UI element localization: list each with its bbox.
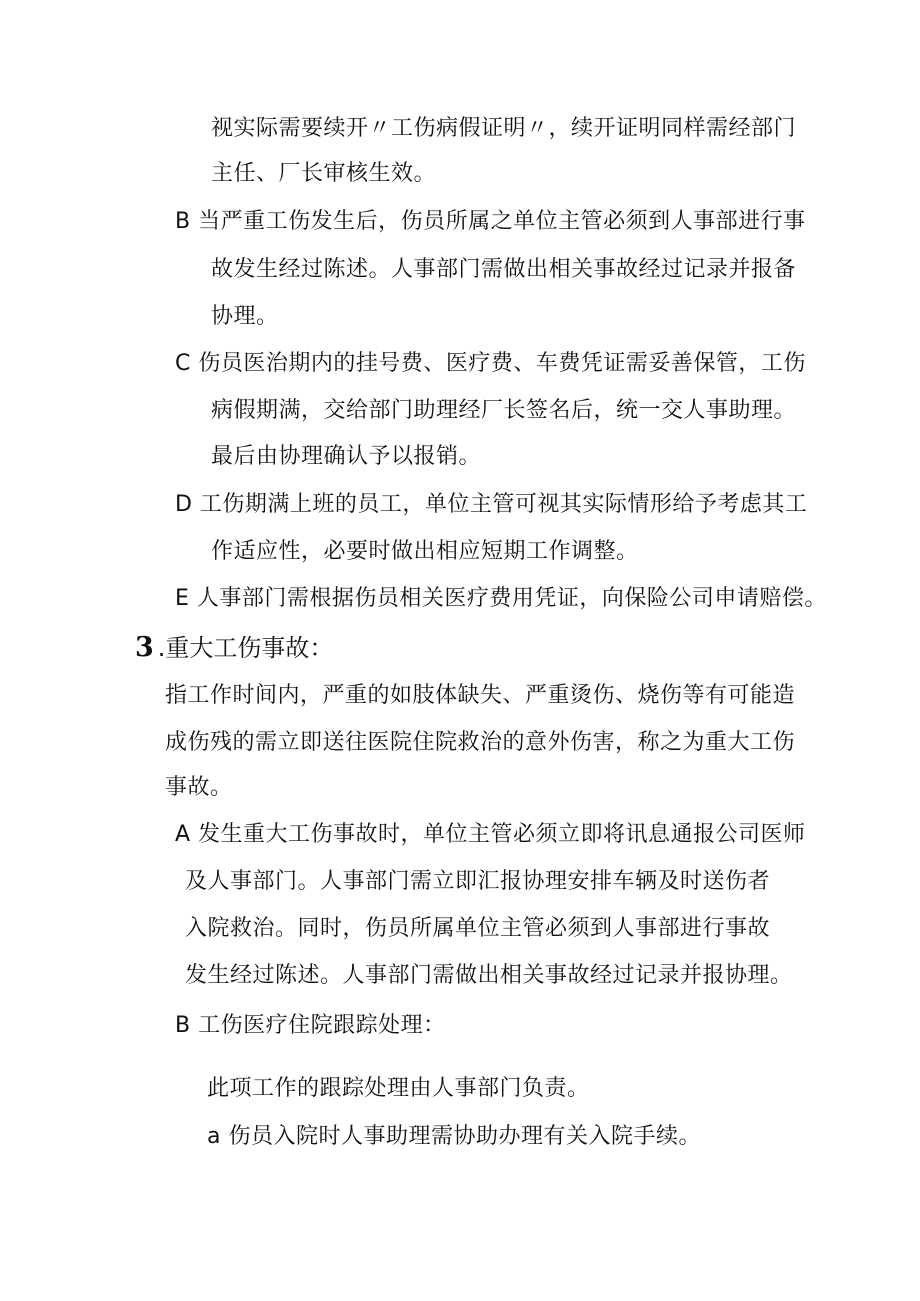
section-heading (135, 632, 333, 664)
paragraph-line: 作适应性，必要时做出相应短期工作调整。 (211, 539, 639, 564)
list-item-b2: B 工伤医疗住院跟踪处理： (175, 1013, 446, 1038)
paragraph-line: 发生经过陈述。人事部门需做出相关事故经过记录并报协理。 (185, 963, 793, 988)
list-item-d: D 工伤期满上班的员工，单位主管可视其实际情形给予考虑其工 (175, 492, 808, 517)
paragraph-line: 事故。 (165, 775, 233, 800)
paragraph-line: 最后由协理确认予以报销。 (211, 444, 482, 469)
section-number: 3 (135, 632, 154, 663)
paragraph-line: 及人事部门。人事部门需立即汇报协理安排车辆及时送伤者 (185, 869, 771, 894)
list-item-a: A 发生重大工伤事故时，单位主管必须立即将讯息通报公司医师 (175, 822, 806, 847)
paragraph-line: 主任、厂长审核生效。 (211, 161, 437, 186)
paragraph-line: 入院救治。同时，伤员所属单位主管必须到人事部进行事故 (185, 916, 771, 941)
paragraph-line: 指工作时间内，严重的如肢体缺失、严重烫伤、烧伤等有可能造 (165, 683, 796, 708)
paragraph-line: 协理。 (211, 304, 279, 329)
paragraph-line: 视实际需要续开〃工伤病假证明〃，续开证明同样需经部门 (211, 116, 797, 141)
list-item-e: E 人事部门需根据伤员相关医疗费用凭证，向保险公司申请赔偿。 (175, 586, 827, 611)
list-item-sub-a: a 伤员入院时人事助理需协助办理有关入院手续。 (207, 1124, 701, 1149)
paragraph-line: 此项工作的跟踪处理由人事部门负责。 (207, 1076, 590, 1101)
list-item-b: B 当严重工伤发生后，伤员所属之单位主管必须到人事部进行事 (175, 209, 806, 234)
paragraph-line: 成伤残的需立即送往医院住院救治的意外伤害，称之为重大工伤 (165, 730, 796, 755)
paragraph-line: 故发生经过陈述。人事部门需做出相关事故经过记录并报备 (211, 257, 797, 282)
paragraph-line: 病假期满，交给部门助理经厂长签名后，统一交人事助理。 (211, 398, 797, 423)
section-title: .重大工伤事故： (157, 634, 334, 662)
list-item-c: C 伤员医治期内的挂号费、医疗费、车费凭证需妥善保管，工伤 (175, 351, 806, 376)
